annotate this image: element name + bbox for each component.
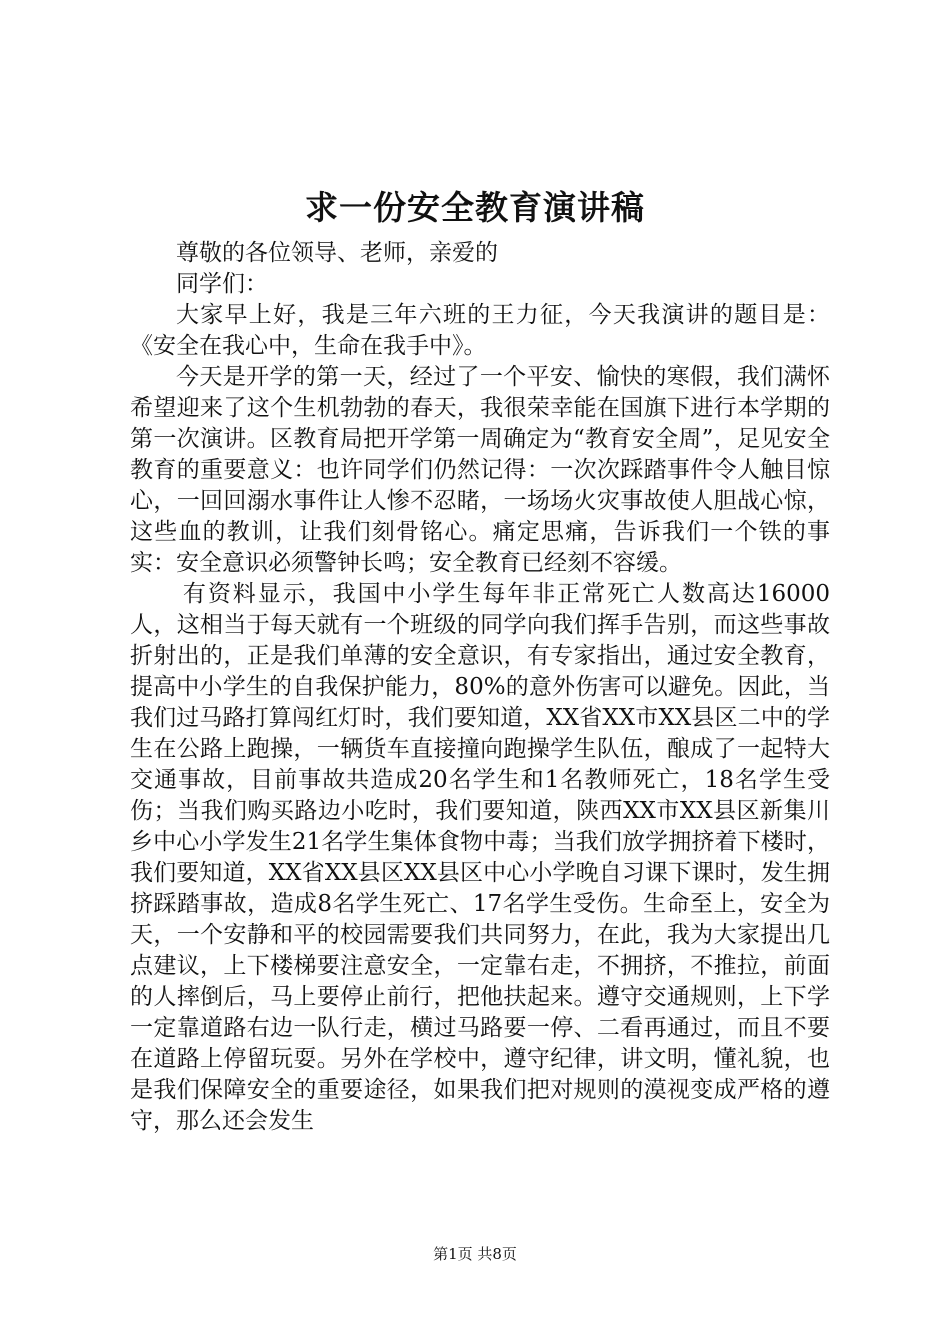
page-number-footer: 第1页 共8页	[433, 1245, 517, 1263]
paragraph-greeting: 大家早上好，我是三年六班的王力征，今天我演讲的题目是：《安全在我心中，生命在我手中》。	[130, 302, 830, 359]
paragraph-opening: 今天是开学的第一天，经过了一个平安、愉快的寒假，我们满怀希望迎来了这个生机勃勃的春天，我很荣幸能在国旗下进行本学期的第一次演讲。区教育局把开学第一周确定为“教育安全周”，足见安全教育的重要意义：也许同学们仍然记得：一次次踩踏事件令人触目惊心，一回回溺水事件让人惨不忍睹，一场场火灾事故使人胆战心惊，这些血的教训，让我们刻骨铭心。痛定思痛，告诉我们一个铁的事实：安全意识必须警钟长鸣；安全教育已经刻不容缓。	[130, 364, 830, 576]
salutation-line-2: 同学们：	[176, 271, 268, 297]
document-title: 求一份安全教育演讲稿	[305, 188, 645, 227]
paragraph-statistics: 有资料显示，我国中小学生每年非正常死亡人数高达16000人，这相当于每天就有一个班级的同学向我们挥手告别，而这些事故折射出的，正是我们单薄的安全意识，有专家指出，通过安全教育，提高中小学生的自我保护能力，80%的意外伤害可以避免。因此，当我们过马路打算闯红灯时，我们要知道，XX省XX市XX县区二中的学生在公路上跑操，一辆货车直接撞向跑操学生队伍，酿成了一起特大交通事故，目前事故共造成20名学生和1名教师死亡，18名学生受伤；当我们购买路边小吃时，我们要知道，陕西XX市XX县区新集川乡中心小学发生21名学生集体食物中毒；当我们放学拥挤着下楼时，我们要知道，XX省XX县区XX县区中心小学晚自习课下课时，发生拥挤踩踏事故，造成8名学生死亡、17名学生受伤。生命至上，安全为天，一个安静和平的校园需要我们共同努力，在此，我为大家提出几点建议，上下楼梯要注意安全，一定靠右走，不拥挤，不推拉，前面的人摔倒后，马上要停止前行，把他扶起来。遵守交通规则，上下学一定靠道路右边一队行走，横过马路要一停、二看再通过，而且不要在道路上停留玩耍。另外在学校中，遵守纪律，讲文明，懂礼貌，也是我们保障安全的重要途径，如果我们把对规则的漠视变成严格的遵守，那么还会发生	[130, 581, 830, 1134]
document-body	[130, 238, 830, 1137]
salutation-line-1: 尊敬的各位领导、老师，亲爱的	[176, 240, 498, 266]
